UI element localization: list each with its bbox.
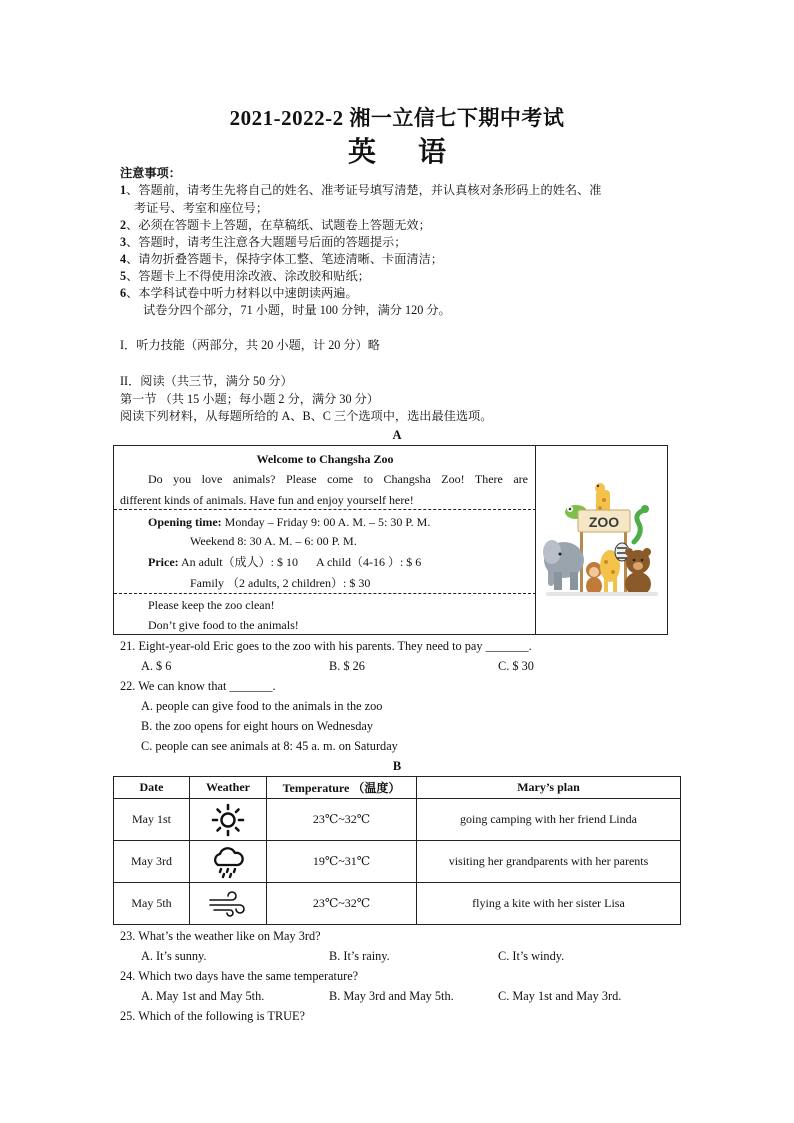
q23-option-a: A. It’s sunny. bbox=[141, 949, 207, 963]
notice-item bbox=[134, 199, 704, 217]
table-row bbox=[114, 883, 681, 925]
q24-option-b: B. May 3rd and May 5th. bbox=[329, 989, 454, 1003]
weather-table bbox=[113, 776, 681, 925]
q22-option-c: C. people can see animals at 8: 45 a. m. on Saturday bbox=[141, 739, 398, 753]
question-21: 21. Eight-year-old Eric goes to the zoo with his parents. They need to pay _______. bbox=[120, 639, 532, 653]
notice-num: 6 bbox=[120, 286, 127, 300]
zoo-text-panel bbox=[114, 446, 536, 634]
notice-num: 5 bbox=[120, 269, 127, 283]
q21-option-a: A. $ 6 bbox=[141, 659, 172, 673]
subject-char-2: 语 bbox=[418, 137, 447, 168]
question-25: 25. Which of the following is TRUE? bbox=[120, 1009, 305, 1023]
q23-option-b: B. It’s rainy. bbox=[329, 949, 390, 963]
price-line bbox=[148, 553, 421, 571]
instruction: 阅读下列材料，从每题所给的 A、B、C 三个选项中，选出最佳选项。 bbox=[120, 409, 493, 423]
header-temperature: Temperature （温度） bbox=[267, 777, 417, 799]
header-weather: Weather bbox=[190, 777, 267, 799]
opening-weekday: Monday – Friday 9: 00 A. M. – 5: 30 P. M. bbox=[221, 515, 431, 529]
header-date: Date bbox=[114, 777, 190, 799]
question-22: 22. We can know that _______. bbox=[120, 679, 276, 693]
notice-text: 、请勿折叠答题卡，保持字体工整、笔迹清晰、卡面清洁； bbox=[126, 252, 443, 266]
price-label: Price: bbox=[148, 555, 179, 569]
dashed-divider bbox=[114, 509, 536, 510]
zoo-intro-line: Do you love animals? Please come to Changsha Zoo! There are bbox=[148, 472, 528, 486]
row-date: May 1st bbox=[114, 799, 190, 841]
dashed-divider bbox=[114, 593, 536, 594]
row-temperature: 23℃~32℃ bbox=[267, 883, 417, 925]
zoo-title: Welcome to Changsha Zoo bbox=[256, 452, 394, 466]
notice-text: 考证号、考室和座位号； bbox=[134, 201, 269, 215]
row-plan: visiting her grandparents with her parents bbox=[417, 841, 681, 883]
q21-option-b: B. $ 26 bbox=[329, 659, 365, 673]
part1-heading: I．听力技能（两部分，共 20 小题，计 20 分）略 bbox=[120, 338, 380, 352]
rain-cloud-icon bbox=[208, 845, 248, 879]
opening-weekend: Weekend 8: 30 A. M. – 6: 00 P. M. bbox=[190, 534, 357, 548]
zoo-intro-line: different kinds of animals. Have fun and enjoy yourself here! bbox=[120, 493, 414, 507]
notice-text: 、答题时，请考生注意各大题题号后面的答题提示； bbox=[126, 235, 407, 249]
opening-label: Opening time: bbox=[148, 515, 222, 529]
sun-icon bbox=[208, 803, 248, 837]
row-plan: flying a kite with her sister Lisa bbox=[417, 883, 681, 925]
table-header-row bbox=[114, 777, 681, 799]
notice-heading: 注意事项： bbox=[120, 166, 181, 180]
table-row bbox=[114, 799, 681, 841]
question-24: 24. Which two days have the same temperature? bbox=[120, 969, 359, 983]
question-23: 23. What’s the weather like on May 3rd? bbox=[120, 929, 321, 943]
exam-title: 2021-2022-2 湘一立信七下期中考试 bbox=[229, 106, 565, 130]
notice-num: 3 bbox=[120, 235, 127, 249]
price-values: An adult（成人）: $ 10 A child（4-16 ）: $ 6 bbox=[178, 555, 422, 569]
family-price: Family （2 adults, 2 children）: $ 30 bbox=[190, 576, 371, 590]
header-plan: Mary’s plan bbox=[417, 777, 681, 799]
row-temperature: 23℃~32℃ bbox=[267, 799, 417, 841]
q24-option-c: C. May 1st and May 3rd. bbox=[498, 989, 622, 1003]
q21-option-c: C. $ 30 bbox=[498, 659, 534, 673]
zoo-rule: Don’t give food to the animals! bbox=[148, 618, 299, 632]
notice-text: 、答题前，请考生先将自己的姓名、准考证号填写清楚，并认真核对条形码上的姓名、准 bbox=[126, 183, 602, 197]
notice-item bbox=[120, 284, 690, 302]
row-weather bbox=[190, 799, 267, 841]
notice-text: 、本学科试卷中听力材料以中速朗读两遍。 bbox=[126, 286, 358, 300]
wind-icon bbox=[208, 887, 248, 921]
zoo-sign-text: ZOO bbox=[588, 514, 620, 530]
zoo-animals-illustration bbox=[542, 482, 662, 600]
table-row bbox=[114, 841, 681, 883]
q22-option-a: A. people can give food to the animals in the zoo bbox=[141, 699, 383, 713]
q22-option-b: B. the zoo opens for eight hours on Wednesday bbox=[141, 719, 374, 733]
passage-b-letter: B bbox=[392, 759, 402, 773]
notice-item bbox=[120, 233, 690, 251]
notice-text: 、必须在答题卡上答题，在草稿纸、试题卷上答题无效； bbox=[126, 218, 431, 232]
passage-a-letter: A bbox=[392, 428, 402, 442]
part2-heading: II．阅读（共三节，满分 50 分） bbox=[120, 374, 293, 388]
row-temperature: 19℃~31℃ bbox=[267, 841, 417, 883]
opening-time bbox=[148, 513, 430, 531]
notice-num: 2 bbox=[120, 218, 127, 232]
notice-num: 1 bbox=[120, 183, 127, 197]
q23-option-c: C. It’s windy. bbox=[498, 949, 565, 963]
row-plan: going camping with her friend Linda bbox=[417, 799, 681, 841]
row-weather bbox=[190, 841, 267, 883]
row-date: May 3rd bbox=[114, 841, 190, 883]
notice-item bbox=[120, 216, 690, 234]
exam-summary: 试卷分四个部分，71 小题，时量 100 分钟，满分 120 分。 bbox=[143, 303, 451, 317]
zoo-notice-box bbox=[113, 445, 668, 635]
row-date: May 5th bbox=[114, 883, 190, 925]
notice-num: 4 bbox=[120, 252, 127, 266]
notice-item bbox=[120, 267, 690, 285]
subject-char-1: 英 bbox=[347, 137, 376, 168]
zoo-rule: Please keep the zoo clean! bbox=[148, 598, 275, 612]
q24-option-a: A. May 1st and May 5th. bbox=[141, 989, 265, 1003]
notice-text: 、答题卡上不得使用涂改液、涂改胶和贴纸； bbox=[126, 269, 370, 283]
notice-item bbox=[120, 250, 690, 268]
notice-item bbox=[120, 181, 690, 199]
row-weather bbox=[190, 883, 267, 925]
section1-heading: 第一节 （共 15 小题；每小题 2 分，满分 30 分） bbox=[120, 392, 379, 406]
